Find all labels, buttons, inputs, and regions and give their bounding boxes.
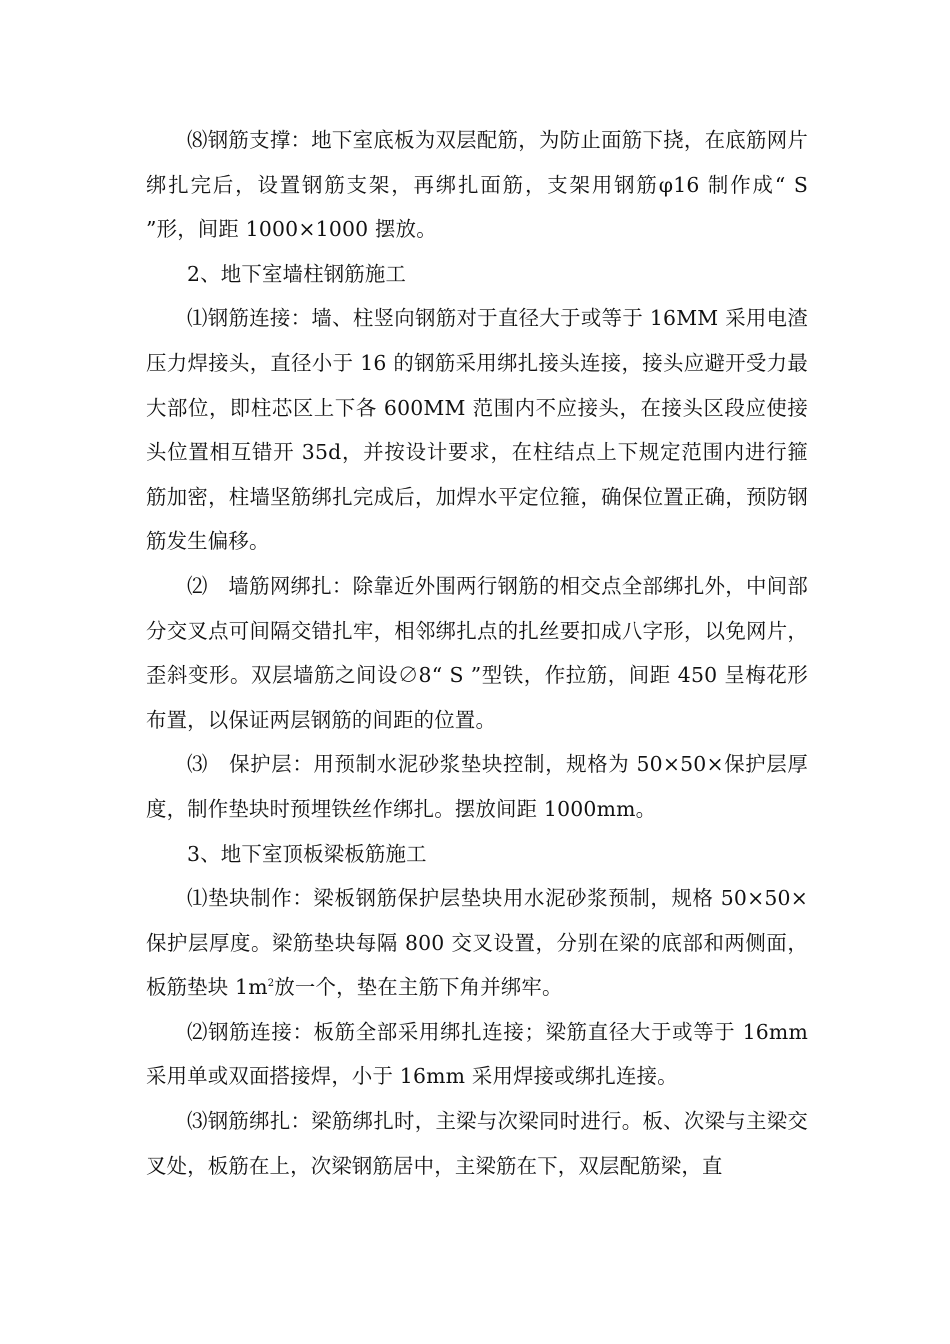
paragraph-spacer-block xyxy=(146,876,808,1010)
paragraph-rebar-connection-wall: ⑴钢筋连接：墙、柱竖向钢筋对于直径大于或等于 16MM 采用电渣压力焊接头，直径小于 16 的钢筋采用绑扎接头连接，接头应避开受力最大部位，即柱芯区上下各 600MM 范围内不应接头，在接头区段应使接头位置相互错开 35d，并按设计要求，在柱结点上下规定范围内进行箍筋加密，柱墙坚筋绑扎完成后，加焊水平定位箍，确保位置正确，预防钢筋发生偏移。 xyxy=(146,306,808,554)
document-page xyxy=(146,118,808,1188)
spacer-block-text: ⑴垫块制作：梁板钢筋保护层垫块用水泥砂浆预制，规格 50×50×保护层厚度。梁筋垫块每隔 800 交叉设置，分别在梁的底部和两侧面，板筋垫块 1m xyxy=(146,886,808,1000)
paragraph-rebar-connection-slab: ⑵钢筋连接：板筋全部采用绑扎连接；梁筋直径大于或等于 16mm 采用单或双面搭接焊，小于 16mm 采用焊接或绑扎连接。 xyxy=(146,1019,808,1089)
section-heading-wall-column: 2、地下室墙柱钢筋施工 xyxy=(187,261,407,286)
spacer-block-text-tail: 放一个，垫在主筋下角并绑牢。 xyxy=(274,975,563,1000)
paragraph-protective-layer: ⑶ 保护层：用预制水泥砂浆垫块控制，规格为 50×50×保护层厚度，制作垫块时预埋铁丝作绑扎。摆放间距 1000mm。 xyxy=(146,752,808,821)
paragraph-rebar-support: ⑻钢筋支撑：地下室底板为双层配筋，为防止面筋下挠，在底筋网片绑扎完后，设置钢筋支架，再绑扎面筋，支架用钢筋φ16 制作成“ S ”形，间距 1000×1000 摆放。 xyxy=(146,128,808,242)
section-heading-roof-slab-beam: 3、地下室顶板梁板筋施工 xyxy=(187,841,427,866)
square-meter-superscript: 2 xyxy=(267,978,275,990)
paragraph-rebar-binding: ⑶钢筋绑扎：梁筋绑扎时，主梁与次梁同时进行。板、次梁与主梁交叉处，板筋在上，次梁钢筋居中，主梁筋在下，双层配筋梁，直 xyxy=(146,1109,808,1178)
paragraph-wall-mesh-binding: ⑵ 墙筋网绑扎：除靠近外围两行钢筋的相交点全部绑扎外，中间部分交叉点可间隔交错扎牢，相邻绑扎点的扎丝要扣成八字形，以免网片，歪斜变形。双层墙筋之间设∅8“ S ”型铁，作拉筋，间距 450 呈梅花形布置，以保证两层钢筋的间距的位置。 xyxy=(146,573,808,732)
